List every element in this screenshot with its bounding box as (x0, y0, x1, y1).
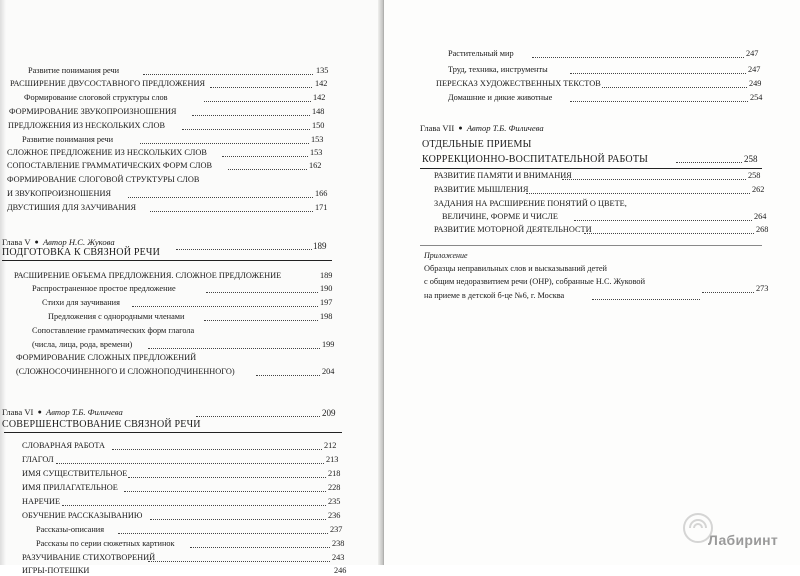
leader-dots (192, 115, 310, 116)
toc-entry: Домашние и дикие животные (448, 93, 553, 102)
page-number: 273 (756, 284, 769, 293)
right-page (384, 0, 800, 565)
toc-entry: Рассказы-описания (36, 525, 105, 534)
toc-entry: Формирование слоговой структуры слов (24, 93, 168, 102)
toc-entry: Сопоставление грамматических форм глагола (32, 326, 195, 335)
leader-dots (112, 449, 322, 450)
page-number: 209 (322, 408, 336, 418)
chapter-heading (420, 123, 544, 133)
leader-dots (148, 561, 330, 562)
page-number: 212 (324, 441, 337, 450)
toc-entry: (СЛОЖНОСОЧИНЕННОГО И СЛОЖНОПОДЧИНЕННОГО) (16, 367, 235, 376)
page-edge (0, 0, 6, 565)
leader-dots (56, 463, 324, 464)
divider (420, 245, 762, 246)
page-number: 189 (313, 241, 327, 251)
leader-dots (150, 211, 313, 212)
page-number: 264 (754, 212, 767, 221)
toc-entry: Развитие понимания речи (28, 66, 120, 75)
appendix-line: с общим недоразвитием речи (ОНР), собранные Н.С. Жуковой (424, 277, 646, 286)
bullet-icon: ● (37, 408, 42, 416)
toc-entry: ДВУСТИШИЯ ДЛЯ ЗАУЧИВАНИЯ (7, 203, 137, 212)
chapter-author: Автор Т.Б. Филичева (45, 407, 123, 417)
chapter-title: СОВЕРШЕНСТВОВАНИЕ СВЯЗНОЙ РЕЧИ (2, 419, 201, 430)
chapter-title: ОТДЕЛЬНЫЕ ПРИЕМЫ (422, 139, 532, 150)
toc-entry: РАСШИРЕНИЕ ОБЪЕМА ПРЕДЛОЖЕНИЯ. СЛОЖНОЕ ПРЕДЛОЖЕНИЕ (14, 271, 282, 280)
toc-entry: ГЛАГОЛ (22, 455, 54, 464)
leader-dots (148, 348, 320, 349)
page-number: 199 (322, 340, 335, 349)
page-number: 228 (328, 483, 341, 492)
leader-dots (190, 547, 330, 548)
bullet-icon: ● (458, 124, 463, 132)
chapter-label: Глава VI (2, 407, 34, 417)
leader-dots (150, 519, 326, 520)
watermark-text: Лабиринт (708, 532, 779, 548)
page-number: 246 (334, 566, 347, 575)
toc-entry: ФОРМИРОВАНИЕ СЛОГОВОЙ СТРУКТУРЫ СЛОВ (7, 175, 200, 184)
leader-dots (228, 169, 307, 170)
leader-dots (222, 156, 308, 157)
leader-dots (182, 129, 310, 130)
toc-entry: ПЕРЕСКАЗ ХУДОЖЕСТВЕННЫХ ТЕКСТОВ (436, 79, 601, 88)
page-number: 189 (320, 271, 333, 280)
toc-entry: Предложения с однородными членами (48, 312, 185, 321)
toc-entry: РАЗВИТИЕ МЫШЛЕНИЯ (434, 185, 529, 194)
chapter-title: ПОДГОТОВКА К СВЯЗНОЙ РЕЧИ (2, 247, 161, 258)
leader-dots (204, 320, 318, 321)
leader-dots (128, 477, 326, 478)
page-number: 198 (320, 312, 333, 321)
leader-dots (676, 162, 742, 163)
page-number: 153 (311, 135, 324, 144)
leader-dots (124, 491, 326, 492)
toc-entry: ИГРЫ-ПОТЕШКИ (22, 566, 90, 575)
page-number: 204 (322, 367, 335, 376)
leader-dots (602, 87, 747, 88)
page-number: 150 (312, 121, 325, 130)
chapter-label: Глава V (2, 237, 31, 247)
toc-entry: Распространенное простое предложение (32, 284, 176, 293)
toc-entry: НАРЕЧИЕ (22, 497, 61, 506)
leader-dots (702, 292, 754, 293)
toc-entry: СЛОВАРНАЯ РАБОТА (22, 441, 106, 450)
leader-dots (584, 233, 754, 234)
toc-entry: (числа, лица, рода, времени) (32, 340, 133, 349)
left-page (0, 0, 382, 575)
page-number: 262 (752, 185, 765, 194)
toc-entry: РАЗУЧИВАНИЕ СТИХОТВОРЕНИЙ (22, 553, 156, 562)
toc-entry: ФОРМИРОВАНИЕ ЗВУКОПРОИЗНОШЕНИЯ (9, 107, 177, 116)
page-number: 235 (328, 497, 341, 506)
page-number: 243 (332, 553, 345, 562)
toc-entry: Растительный мир (448, 49, 514, 58)
page-number: 254 (750, 93, 763, 102)
bullet-icon: ● (34, 238, 39, 246)
appendix-line: на приеме в детской б-це №6, г. Москва (424, 291, 565, 300)
toc-entry: Труд, техника, инструменты (448, 65, 548, 74)
leader-dots (118, 533, 328, 534)
toc-entry: ФОРМИРОВАНИЕ СЛОЖНЫХ ПРЕДЛОЖЕНИЙ (16, 353, 197, 362)
divider (4, 432, 342, 433)
page-number: 148 (312, 107, 325, 116)
page-number: 190 (320, 284, 333, 293)
toc-entry: ПРЕДЛОЖЕНИЯ ИЗ НЕСКОЛЬКИХ СЛОВ (8, 121, 166, 130)
chapter-label: Глава VII (420, 123, 455, 133)
page-number: 238 (332, 539, 345, 548)
page-number: 218 (328, 469, 341, 478)
leader-dots (592, 299, 700, 300)
toc-entry: Рассказы по серии сюжетных картинок (36, 539, 175, 548)
page-number: 247 (748, 65, 761, 74)
toc-entry: СОПОСТАВЛЕНИЕ ГРАММАТИЧЕСКИХ ФОРМ СЛОВ (7, 161, 213, 170)
page-number: 268 (756, 225, 769, 234)
leader-dots (140, 143, 309, 144)
toc-entry: РАСШИРЕНИЕ ДВУСОСТАВНОГО ПРЕДЛОЖЕНИЯ (10, 79, 205, 88)
leader-dots (532, 57, 744, 58)
toc-entry: ОБУЧЕНИЕ РАССКАЗЫВАНИЮ (22, 511, 143, 520)
toc-entry: ЗАДАНИЯ НА РАСШИРЕНИЕ ПОНЯТИЙ О ЦВЕТЕ, (434, 199, 627, 208)
chapter-author: Автор Н.С. Жукова (42, 237, 115, 247)
toc-entry: СЛОЖНОЕ ПРЕДЛОЖЕНИЕ ИЗ НЕСКОЛЬКИХ СЛОВ (7, 148, 207, 157)
page-number: 249 (749, 79, 762, 88)
leader-dots (132, 306, 318, 307)
page-number: 142 (315, 79, 328, 88)
page-number: 153 (310, 148, 323, 157)
appendix-label: Приложение (424, 251, 468, 260)
page-number: 237 (330, 525, 343, 534)
page-number: 236 (328, 511, 341, 520)
leader-dots (526, 193, 750, 194)
leader-dots (176, 249, 312, 250)
leader-dots (128, 197, 313, 198)
toc-entry: ВЕЛИЧИНЕ, ФОРМЕ И ЧИСЛЕ (442, 212, 558, 221)
leader-dots (562, 179, 746, 180)
page-number: 197 (320, 298, 333, 307)
page-number: 142 (313, 93, 326, 102)
leader-dots (196, 416, 320, 417)
toc-entry: Стихи для заучивания (42, 298, 120, 307)
toc-entry: РАЗВИТИЕ ПАМЯТИ И ВНИМАНИЯ (434, 171, 572, 180)
toc-entry: И ЗВУКОПРОИЗНОШЕНИЯ (7, 189, 112, 198)
chapter-heading (2, 237, 115, 247)
page-number: 166 (315, 189, 328, 198)
toc-entry: Развитие понимания речи (22, 135, 114, 144)
page-number: 258 (748, 171, 761, 180)
toc-entry: РАЗВИТИЕ МОТОРНОЙ ДЕЯТЕЛЬНОСТИ (434, 225, 592, 234)
page-number: 258 (744, 154, 758, 164)
leader-dots (210, 87, 312, 88)
chapter-heading (2, 407, 123, 417)
page-number: 247 (746, 49, 759, 58)
leader-dots (574, 220, 752, 221)
leader-dots (570, 73, 746, 74)
leader-dots (204, 101, 311, 102)
divider (420, 168, 762, 169)
toc-entry: ИМЯ ПРИЛАГАТЕЛЬНОЕ (22, 483, 118, 492)
chapter-author: Автор Т.Б. Филичева (466, 123, 544, 133)
toc-entry: ИМЯ СУЩЕСТВИТЕЛЬНОЕ (22, 469, 128, 478)
page-number: 213 (326, 455, 339, 464)
chapter-title: КОРРЕКЦИОННО-ВОСПИТАТЕЛЬНОЙ РАБОТЫ (422, 154, 649, 165)
page-number: 135 (316, 66, 329, 75)
leader-dots (256, 375, 320, 376)
leader-dots (570, 101, 748, 102)
leader-dots (206, 292, 318, 293)
divider (2, 260, 332, 261)
leader-dots (143, 74, 313, 75)
page-number: 162 (309, 161, 322, 170)
appendix-line: Образцы неправильных слов и высказываний детей (424, 264, 607, 273)
page-number: 171 (315, 203, 328, 212)
leader-dots (62, 505, 326, 506)
